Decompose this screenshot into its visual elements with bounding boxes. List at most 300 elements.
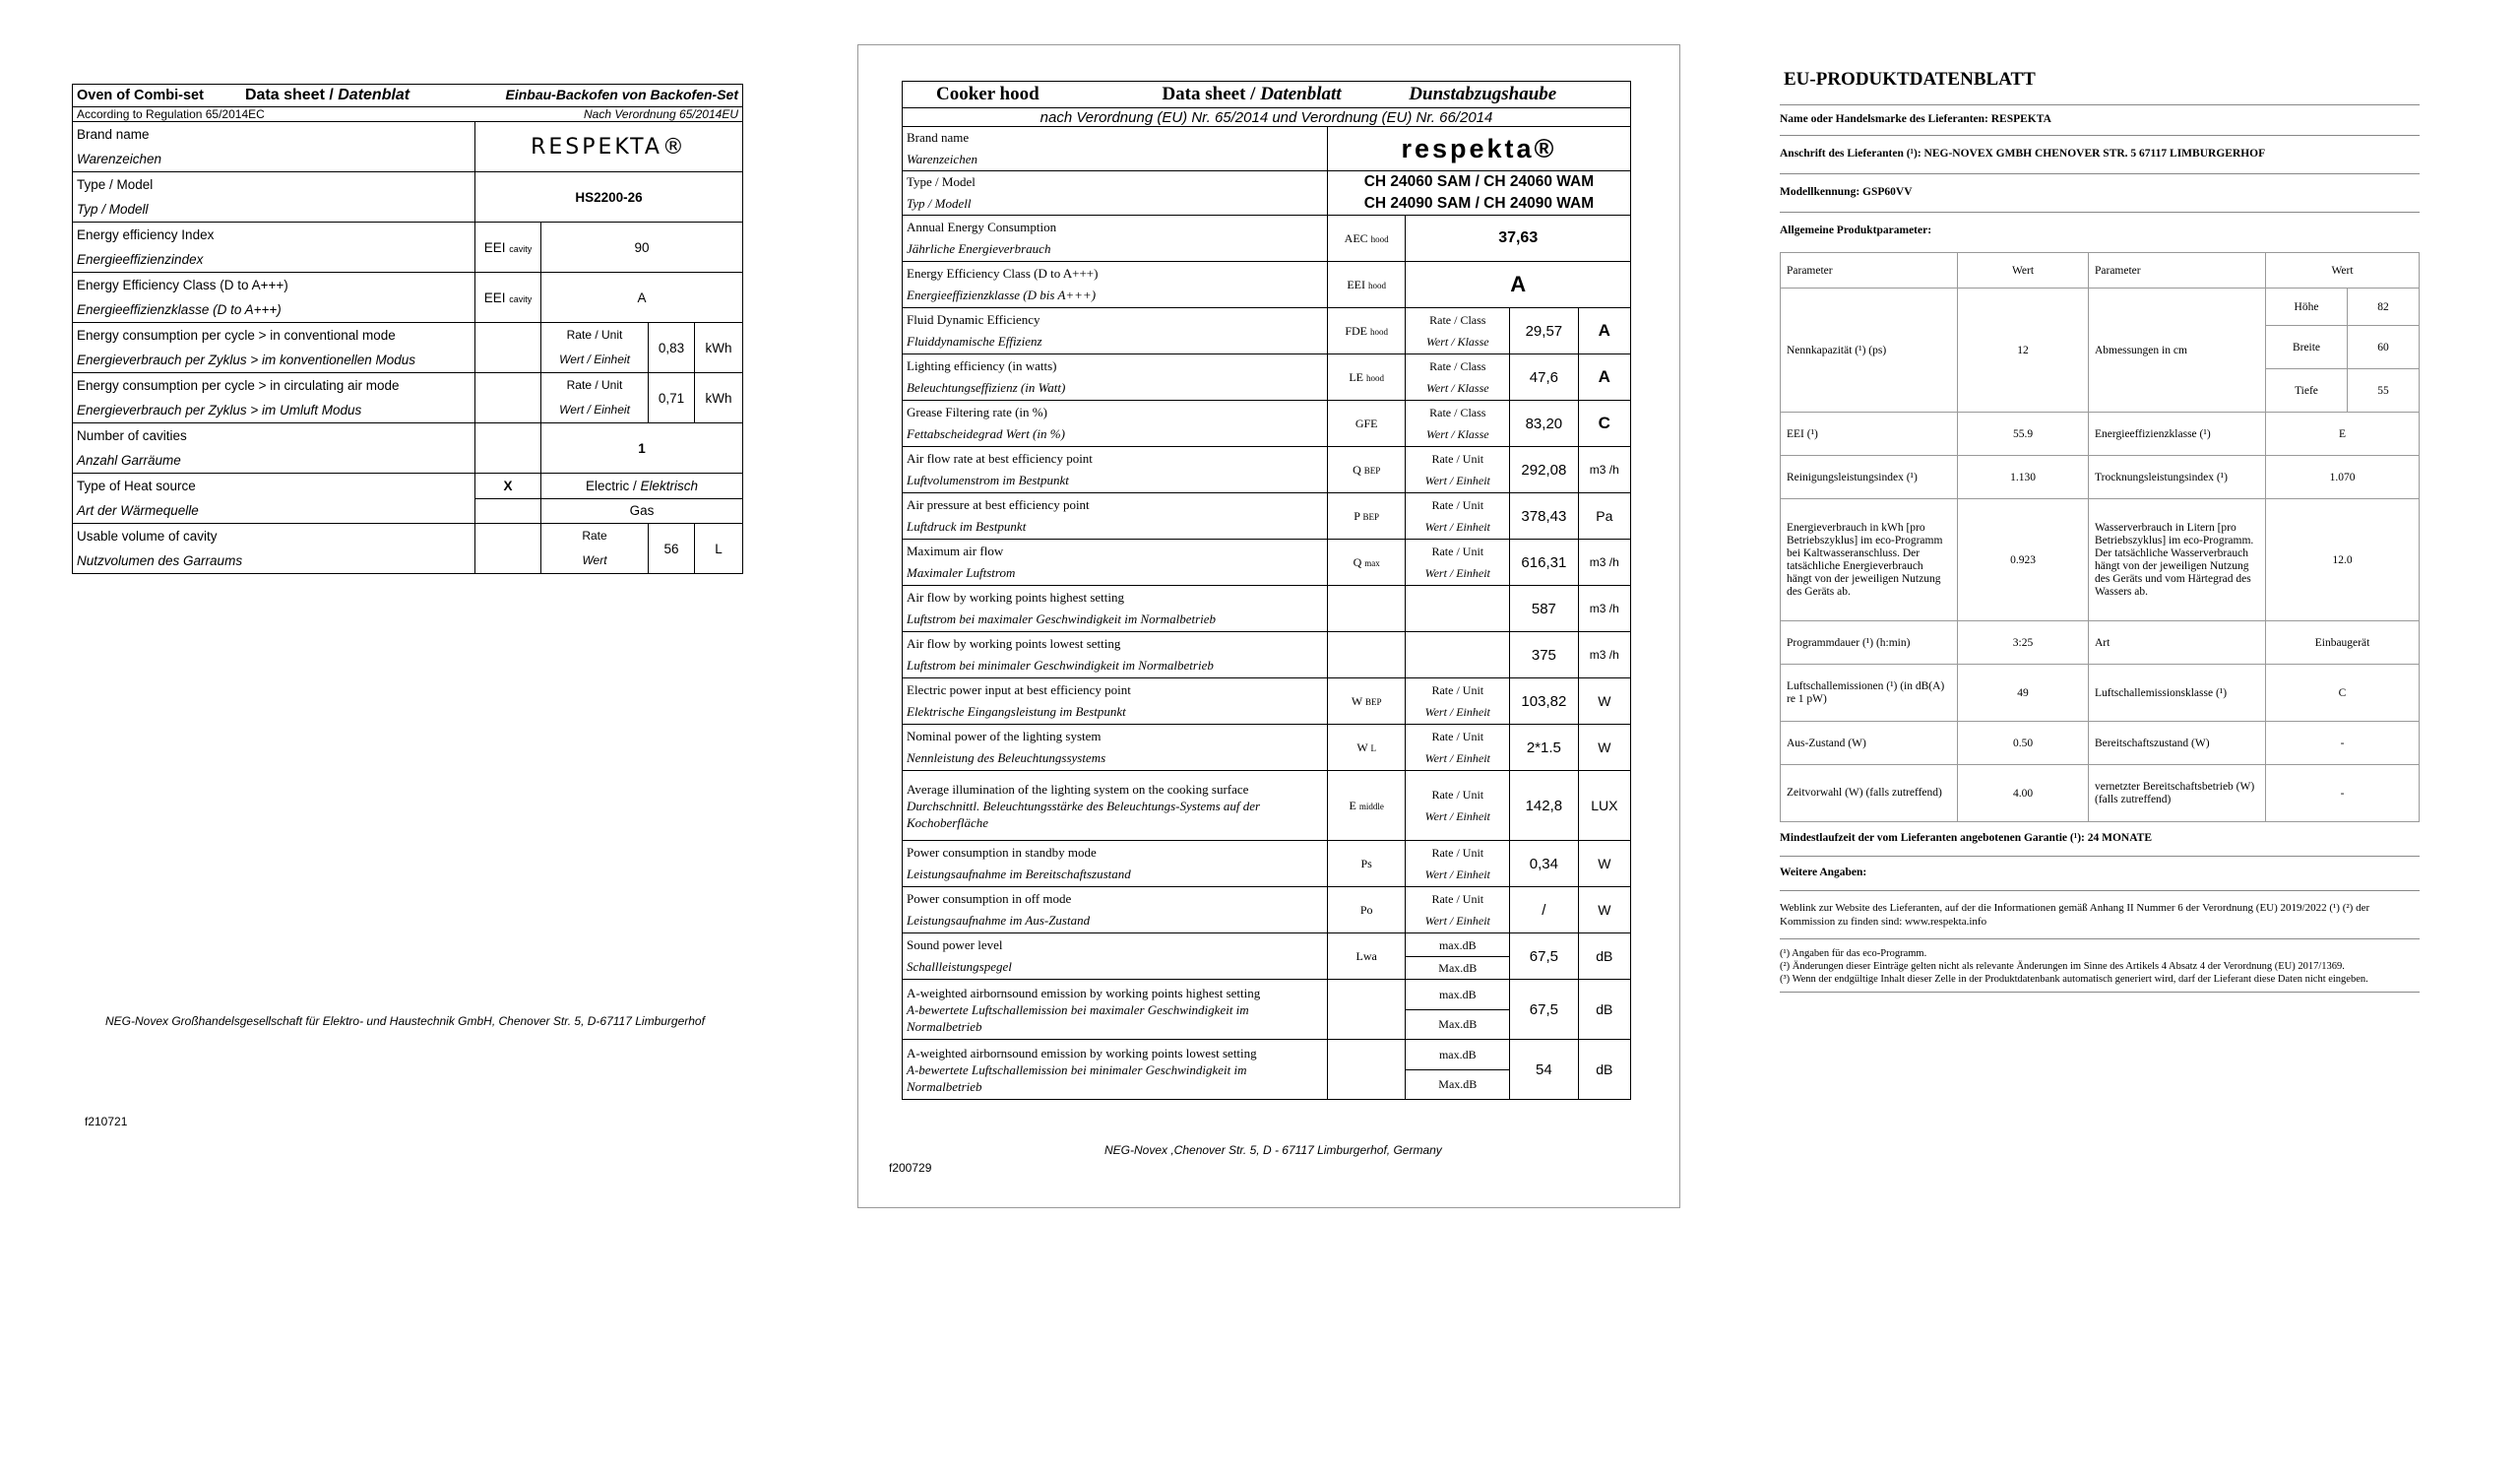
hood-row-label xyxy=(903,632,1328,678)
eu-eei-value: 55.9 xyxy=(1958,413,2089,456)
hood-row-label-en: Nominal power of the lighting system xyxy=(907,729,1102,743)
oven-vol-rate: Rate xyxy=(582,529,607,543)
eu-duration-value: 3:25 xyxy=(1958,621,2089,665)
hood-row-sym: GFE xyxy=(1354,416,1378,430)
hood-row-rate-en: Rate / Unit xyxy=(1431,788,1484,802)
oven-heat-gas: Gas xyxy=(541,498,743,524)
hood-row-rate-de: Wert / Einheit xyxy=(1424,914,1490,928)
oven-class-label: Energy Efficiency Class (D to A+++) xyxy=(77,278,288,292)
hood-row-unit: Pa xyxy=(1578,493,1630,540)
hood-eei-value: A xyxy=(1406,262,1631,308)
hood-row-value: 142,8 xyxy=(1510,771,1578,841)
hood-row-label-de: A-bewertete Luftschallemission bei maximaler Geschwindigkeit im Normalbetrieb xyxy=(907,1001,1249,1034)
hood-row-rate xyxy=(1406,447,1510,493)
hood-model-1: CH 24060 SAM / CH 24060 WAM xyxy=(1363,173,1595,190)
hood-row-sym: P xyxy=(1354,508,1360,523)
hood-row-label-en: A-weighted airbornsound emission by working points highest setting xyxy=(907,985,1261,1000)
hood-row-symbol xyxy=(1327,1040,1406,1100)
oven-conv-label: Energy consumption per cycle > in conventional mode xyxy=(77,328,396,343)
hood-row-symbol xyxy=(1327,887,1406,933)
hood-aec-sym: AEC xyxy=(1344,230,1368,245)
hood-row-label-de: Elektrische Eingangsleistung im Bestpunkt xyxy=(907,704,1126,719)
hood-row-label-de: Fluiddynamische Effizienz xyxy=(907,334,1042,349)
hood-brand-logo: respekta® xyxy=(1327,127,1630,171)
hood-row-rate-en: Rate / Unit xyxy=(1431,545,1484,558)
hood-row-label-en: Air flow by working points highest setting xyxy=(907,590,1124,605)
hood-row-label xyxy=(903,586,1328,632)
hood-aec-sub: hood xyxy=(1370,233,1389,244)
eu-water-label: Wasserverbrauch in Litern [pro Betriebszyklus] im eco-Programm. Der tatsächliche Wasserverbrauch hängt von der jeweiligen Nutzung des Geräts und vom Härtegrad des Wassers ab. xyxy=(2089,499,2266,621)
eu-clean-label: Reinigungsleistungsindex (¹) xyxy=(1781,456,1958,499)
hood-row-rate xyxy=(1406,887,1510,933)
hood-row-value: 54 xyxy=(1510,1040,1578,1100)
hood-row-label-en: Electric power input at best efficiency point xyxy=(907,682,1131,697)
oven-reg-de: Nach Verordnung 65/2014EU xyxy=(584,107,738,121)
oven-heat-elec: Electric / xyxy=(585,478,641,493)
hood-row-unit: A xyxy=(1578,308,1630,354)
hood-row-rate-en: Rate / Class xyxy=(1429,406,1486,419)
hood-row-label-en: Power consumption in standby mode xyxy=(907,845,1097,860)
hood-row-label xyxy=(903,493,1328,540)
hood-row-label-en: Average illumination of the lighting system on the cooking surface xyxy=(907,781,1249,797)
hood-row-rate-de: Wert / Klasse xyxy=(1426,427,1489,441)
hood-header-right: Dunstabzugshaube xyxy=(1409,84,1557,104)
oven-eei-sub: cavity xyxy=(509,243,533,254)
hood-row-value: / xyxy=(1510,887,1578,933)
hood-row-label-de: Luftvolumenstrom im Bestpunkt xyxy=(907,473,1069,487)
hood-row-rate-de: Wert / Klasse xyxy=(1426,381,1489,395)
hood-row-rate-de: Max.dB xyxy=(1438,960,1478,975)
hood-row-label-de: Fettabscheidegrad Wert (in %) xyxy=(907,426,1065,441)
hood-row-symbol xyxy=(1327,771,1406,841)
hood-row-sub: BEP xyxy=(1363,465,1381,476)
hood-row-label xyxy=(903,841,1328,887)
eu-depth-label: Tiefe xyxy=(2266,369,2348,413)
oven-brand-label-de: Warenzeichen xyxy=(77,152,162,166)
oven-header-mid: Data sheet / xyxy=(244,87,339,103)
hood-reg: nach Verordnung (EU) Nr. 65/2014 und Verordnung (EU) Nr. 66/2014 xyxy=(903,108,1631,127)
hood-row-label-en: Sound power level xyxy=(907,937,1003,952)
hood-row-rate xyxy=(1406,678,1510,725)
eu-eei-label: EEI (¹) xyxy=(1781,413,1958,456)
hood-row xyxy=(903,725,1631,771)
eu-eclass-label: Energieeffizienzklasse (¹) xyxy=(2089,413,2266,456)
eu-network-value: - xyxy=(2266,765,2420,822)
hood-header-mid-de: Datenblatt xyxy=(1260,84,1342,104)
eu-delay-label: Zeitvorwahl (W) (falls zutreffend) xyxy=(1781,765,1958,822)
hood-row-rate-en: Rate / Unit xyxy=(1431,892,1484,906)
hood-row-symbol xyxy=(1327,354,1406,401)
hood-row-unit: dB xyxy=(1578,933,1630,980)
hood-row-unit: dB xyxy=(1578,1040,1630,1100)
hood-row-label xyxy=(903,887,1328,933)
hood-row-label-en: Air pressure at best efficiency point xyxy=(907,497,1090,512)
hood-footer: NEG-Novex ,Chenover Str. 5, D - 67117 Limburgerhof, Germany xyxy=(1104,1143,1442,1157)
eu-noise-class-label: Luftschallemissionsklasse (¹) xyxy=(2089,665,2266,722)
hood-row-rate-de: Max.dB xyxy=(1438,1016,1478,1031)
hood-row-rate xyxy=(1406,493,1510,540)
oven-conv-value: 0,83 xyxy=(649,323,695,373)
hood-row-label-de: Nennleistung des Beleuchtungssystems xyxy=(907,750,1106,765)
hood-row-rate-en: Rate / Class xyxy=(1429,359,1486,373)
oven-class-sub: cavity xyxy=(509,293,533,304)
hood-row-label-de: Durchschnittl. Beleuchtungsstärke des Beleuchtungs-Systems auf der Kochoberfläche xyxy=(907,798,1261,830)
hood-row-unit: m3 /h xyxy=(1578,632,1630,678)
hood-row-rate-en: Rate / Unit xyxy=(1431,683,1484,697)
hood-row-label xyxy=(903,678,1328,725)
hood-row-symbol xyxy=(1327,980,1406,1040)
hood-row-rate-de: Wert / Einheit xyxy=(1424,705,1490,719)
eu-datasheet xyxy=(1780,69,2420,993)
hood-row-sub: middle xyxy=(1358,801,1384,811)
hood-row-rate xyxy=(1406,841,1510,887)
hood-row-rate xyxy=(1406,1040,1510,1100)
oven-class-sym: EEI xyxy=(483,289,506,305)
eu-energy-value: 0.923 xyxy=(1958,499,2089,621)
hood-row-rate-en: Rate / Class xyxy=(1429,313,1486,327)
oven-header-right: Einbau-Backofen von Backofen-Set xyxy=(505,87,738,102)
hood-brand-label-de: Warenzeichen xyxy=(907,152,977,166)
oven-heat-elec-de: Elektrisch xyxy=(640,478,699,493)
oven-code: f210721 xyxy=(85,1115,128,1128)
hood-row-rate xyxy=(1406,401,1510,447)
hood-header-left: Cooker hood xyxy=(936,84,1040,104)
hood-row-label-en: Lighting efficiency (in watts) xyxy=(907,358,1057,373)
oven-class-label-de: Energieeffizienzklasse (D to A+++) xyxy=(77,302,282,317)
hood-row-unit: W xyxy=(1578,887,1630,933)
hood-row-value: 587 xyxy=(1510,586,1578,632)
hood-row-sym: Lwa xyxy=(1355,948,1377,963)
hood-row-value: 375 xyxy=(1510,632,1578,678)
hood-row-symbol xyxy=(1327,632,1406,678)
oven-datasheet xyxy=(72,84,743,574)
hood-row-label xyxy=(903,725,1328,771)
hood-row-symbol xyxy=(1327,308,1406,354)
oven-circ-rate-de: Wert / Einheit xyxy=(559,403,630,417)
hood-row-label xyxy=(903,401,1328,447)
hood-row-label-de: Leistungsaufnahme im Bereitschaftszustand xyxy=(907,867,1131,881)
eu-th-value-1: Wert xyxy=(1958,253,2089,289)
hood-row-rate-de: Wert / Einheit xyxy=(1424,868,1490,881)
eu-standby-label: Bereitschaftszustand (W) xyxy=(2089,722,2266,765)
hood-row-sub: BEP xyxy=(1362,511,1380,522)
hood-row-label-de: Luftstrom bei maximaler Geschwindigkeit im Normalbetrieb xyxy=(907,611,1217,626)
hood-row xyxy=(903,308,1631,354)
eu-th-param-2: Parameter xyxy=(2089,253,2266,289)
oven-cav-label: Number of cavities xyxy=(77,428,187,443)
eu-height-value: 82 xyxy=(2348,289,2420,326)
oven-eei-value: 90 xyxy=(541,223,743,273)
hood-datasheet xyxy=(902,81,1631,1100)
hood-row xyxy=(903,841,1631,887)
hood-row-unit: A xyxy=(1578,354,1630,401)
hood-row-symbol xyxy=(1327,678,1406,725)
eu-network-label: vernetzter Bereitschaftsbetrieb (W) (falls zutreffend) xyxy=(2089,765,2266,822)
hood-row-sym: LE xyxy=(1349,369,1363,384)
hood-row-label xyxy=(903,447,1328,493)
hood-row-unit: W xyxy=(1578,678,1630,725)
hood-row-sub: hood xyxy=(1366,372,1384,383)
oven-vol-unit: L xyxy=(695,524,743,574)
hood-row-rate-de: Wert / Einheit xyxy=(1424,566,1490,580)
hood-row xyxy=(903,933,1631,980)
hood-row-rate-en: Rate / Unit xyxy=(1431,846,1484,860)
oven-table xyxy=(72,84,743,574)
oven-vol-value: 56 xyxy=(649,524,695,574)
hood-row-sub: max xyxy=(1364,557,1380,568)
hood-row-label-de: A-bewertete Luftschallemission bei minimaler Geschwindigkeit im Normalbetrieb xyxy=(907,1061,1247,1094)
hood-row-sym: Q xyxy=(1353,462,1361,477)
hood-row-value: 29,57 xyxy=(1510,308,1578,354)
hood-row xyxy=(903,771,1631,841)
hood-row-label-de: Leistungsaufnahme im Aus-Zustand xyxy=(907,913,1091,928)
eu-eclass-value: E xyxy=(2266,413,2420,456)
hood-row-symbol xyxy=(1327,586,1406,632)
eu-warranty: Mindestlaufzeit der vom Lieferanten angebotenen Garantie (¹): 24 MONATE xyxy=(1780,822,2420,857)
eu-width-value: 60 xyxy=(2348,326,2420,369)
hood-row-symbol xyxy=(1327,401,1406,447)
eu-dims-label: Abmessungen in cm xyxy=(2089,289,2266,413)
hood-row-unit: C xyxy=(1578,401,1630,447)
eu-supplier: Name oder Handelsmarke des Lieferanten: RESPEKTA xyxy=(1780,105,2420,136)
eu-depth-value: 55 xyxy=(2348,369,2420,413)
hood-row-symbol xyxy=(1327,933,1406,980)
oven-header-left: Oven of Combi-set xyxy=(77,88,204,103)
hood-row-symbol xyxy=(1327,493,1406,540)
eu-duration-label: Programmdauer (¹) (h:min) xyxy=(1781,621,1958,665)
hood-row xyxy=(903,678,1631,725)
hood-row xyxy=(903,586,1631,632)
eu-off-value: 0.50 xyxy=(1958,722,2089,765)
hood-aec-value: 37,63 xyxy=(1406,216,1631,262)
hood-row-value: 67,5 xyxy=(1510,933,1578,980)
hood-row-rate xyxy=(1406,308,1510,354)
hood-row-sym: W xyxy=(1351,693,1362,708)
oven-eei-label-de: Energieeffizienzindex xyxy=(77,252,204,267)
hood-row-unit: W xyxy=(1578,725,1630,771)
hood-row-rate-de: Max.dB xyxy=(1438,1076,1478,1091)
hood-row-value: 292,08 xyxy=(1510,447,1578,493)
oven-circ-value: 0,71 xyxy=(649,373,695,423)
hood-row-label-en: Fluid Dynamic Efficiency xyxy=(907,312,1040,327)
eu-noise-label: Luftschallemissionen (¹) (in dB(A) re 1 pW) xyxy=(1781,665,1958,722)
oven-vol-label-de: Nutzvolumen des Garraums xyxy=(77,553,243,568)
hood-row-value: 2*1.5 xyxy=(1510,725,1578,771)
hood-row-unit: m3 /h xyxy=(1578,586,1630,632)
hood-row-label xyxy=(903,771,1328,841)
hood-row xyxy=(903,493,1631,540)
hood-row xyxy=(903,354,1631,401)
hood-row xyxy=(903,887,1631,933)
oven-header-mid-de: Datenblat xyxy=(338,87,410,103)
hood-row xyxy=(903,447,1631,493)
oven-circ-label-de: Energieverbrauch per Zyklus > im Umluft Modus xyxy=(77,403,362,418)
hood-row-sym: E xyxy=(1349,798,1356,812)
eu-clean-value: 1.130 xyxy=(1958,456,2089,499)
hood-row-rate-de: Wert / Einheit xyxy=(1424,751,1490,765)
eu-further: Weitere Angaben: xyxy=(1780,857,2420,891)
hood-row xyxy=(903,632,1631,678)
hood-aec-label: Annual Energy Consumption xyxy=(907,220,1057,234)
hood-row-rate-en: Rate / Unit xyxy=(1431,730,1484,743)
eu-note-3: (³) Wenn der endgültige Inhalt dieser Zelle in der Produktdatenbank automatisch generiert wird, darf der Lieferant diese Daten nicht eingeben. xyxy=(1780,974,2368,985)
hood-eei-sub: hood xyxy=(1368,280,1386,290)
hood-row xyxy=(903,980,1631,1040)
eu-water-value: 12.0 xyxy=(2266,499,2420,621)
hood-row-symbol xyxy=(1327,540,1406,586)
hood-row-rate-de: Wert / Einheit xyxy=(1424,809,1490,823)
hood-model-2: CH 24090 SAM / CH 24090 WAM xyxy=(1363,195,1595,212)
hood-row-label-en: Power consumption in off mode xyxy=(907,891,1072,906)
hood-row-sym: FDE xyxy=(1345,323,1367,338)
hood-row-rate xyxy=(1406,632,1510,678)
hood-row-label-de: Schallleistungspegel xyxy=(907,959,1012,974)
hood-aec-label-de: Jährliche Energieverbrauch xyxy=(907,241,1051,256)
hood-row xyxy=(903,401,1631,447)
eu-type-label: Art xyxy=(2089,621,2266,665)
hood-row-value: 616,31 xyxy=(1510,540,1578,586)
hood-row-rate xyxy=(1406,586,1510,632)
oven-cav-value: 1 xyxy=(541,423,743,474)
eu-model: Modellkennung: GSP60VV xyxy=(1780,174,2420,213)
hood-row-rate xyxy=(1406,354,1510,401)
hood-type-label: Type / Model xyxy=(907,174,976,189)
hood-row-value: 83,20 xyxy=(1510,401,1578,447)
hood-row-rate-en: max.dB xyxy=(1406,981,1509,1010)
hood-row-sub: hood xyxy=(1370,326,1388,337)
eu-note-1: (¹) Angaben für das eco-Programm. xyxy=(1780,948,1927,959)
eu-table xyxy=(1780,252,2420,822)
oven-class-value: A xyxy=(541,273,743,323)
eu-general: Allgemeine Produktparameter: xyxy=(1780,225,1932,236)
hood-row-value: 103,82 xyxy=(1510,678,1578,725)
oven-conv-label-de: Energieverbrauch per Zyklus > im konventionellen Modus xyxy=(77,353,416,367)
oven-vol-label: Usable volume of cavity xyxy=(77,529,218,544)
eu-energy-label: Energieverbrauch in kWh [pro Betriebszyklus] im eco-Programm bei Kaltwasseranschluss. Der tatsächliche Energieverbrauch hängt von der jeweiligen Nutzung des Geräts ab. xyxy=(1781,499,1958,621)
hood-eei-label-de: Energieeffizienzklasse (D bis A+++) xyxy=(907,288,1097,302)
eu-title: EU-PRODUKTDATENBLATT xyxy=(1784,69,2036,90)
hood-row-rate-en: max.dB xyxy=(1406,1041,1509,1070)
hood-row-label-en: Air flow rate at best efficiency point xyxy=(907,451,1093,466)
hood-table xyxy=(902,81,1631,1100)
oven-circ-rate: Rate / Unit xyxy=(566,378,623,392)
hood-row-label-de: Luftstrom bei minimaler Geschwindigkeit im Normalbetrieb xyxy=(907,658,1214,673)
oven-eei-sym: EEI xyxy=(483,239,506,255)
hood-row-value: 0,34 xyxy=(1510,841,1578,887)
eu-th-param-1: Parameter xyxy=(1781,253,1958,289)
oven-brand-logo: RESPEKTA® xyxy=(475,122,743,172)
hood-eei-label: Energy Efficiency Class (D to A+++) xyxy=(907,266,1099,281)
oven-circ-label: Energy consumption per cycle > in circulating air mode xyxy=(77,378,400,393)
hood-row-rate-de: Wert / Klasse xyxy=(1426,335,1489,349)
eu-dry-value: 1.070 xyxy=(2266,456,2420,499)
hood-row-label-de: Maximaler Luftstrom xyxy=(907,565,1016,580)
eu-width-label: Breite xyxy=(2266,326,2348,369)
hood-row-rate-en: Rate / Unit xyxy=(1431,452,1484,466)
hood-header-mid: Data sheet / xyxy=(1162,84,1261,104)
oven-reg-en: According to Regulation 65/2014EC xyxy=(77,107,265,121)
eu-delay-value: 4.00 xyxy=(1958,765,2089,822)
oven-heat-label-de: Art der Wärmequelle xyxy=(77,503,199,518)
oven-type-label: Type / Model xyxy=(77,177,154,192)
hood-row-unit: W xyxy=(1578,841,1630,887)
hood-row-rate-de: Wert / Einheit xyxy=(1424,520,1490,534)
hood-row-rate-en: Rate / Unit xyxy=(1431,498,1484,512)
oven-conv-rate: Rate / Unit xyxy=(566,328,623,342)
hood-row-label xyxy=(903,1040,1328,1100)
hood-row-unit: dB xyxy=(1578,980,1630,1040)
hood-row-label-de: Beleuchtungseffizienz (in Watt) xyxy=(907,380,1066,395)
eu-capacity-label: Nennkapazität (¹) (ps) xyxy=(1781,289,1958,413)
oven-conv-rate-de: Wert / Einheit xyxy=(559,353,630,366)
hood-type-label-de: Typ / Modell xyxy=(907,196,972,211)
hood-row-label-de: Luftdruck im Bestpunkt xyxy=(907,519,1027,534)
hood-row-label xyxy=(903,933,1328,980)
hood-row-value: 47,6 xyxy=(1510,354,1578,401)
hood-eei-sym: EEI xyxy=(1347,277,1365,291)
eu-dry-label: Trocknungsleistungsindex (¹) xyxy=(2089,456,2266,499)
oven-vol-rate-de: Wert xyxy=(582,553,607,567)
hood-row-unit: m3 /h xyxy=(1578,447,1630,493)
oven-type-value: HS2200-26 xyxy=(475,172,743,223)
hood-row-rate xyxy=(1406,540,1510,586)
hood-row-symbol xyxy=(1327,725,1406,771)
hood-row xyxy=(903,540,1631,586)
hood-row-rate xyxy=(1406,933,1510,980)
hood-row-label xyxy=(903,354,1328,401)
hood-row-sub: BEP xyxy=(1364,696,1382,707)
eu-noise-class-value: C xyxy=(2266,665,2420,722)
hood-row-sub: L xyxy=(1370,742,1376,753)
hood-row-label-en: Grease Filtering rate (in %) xyxy=(907,405,1047,419)
eu-type-value: Einbaugerät xyxy=(2266,621,2420,665)
hood-row-unit: m3 /h xyxy=(1578,540,1630,586)
hood-row-label xyxy=(903,980,1328,1040)
hood-row-rate xyxy=(1406,771,1510,841)
hood-row-symbol xyxy=(1327,447,1406,493)
hood-row-label-en: A-weighted airbornsound emission by working points lowest setting xyxy=(907,1045,1257,1060)
eu-height-label: Höhe xyxy=(2266,289,2348,326)
hood-row-sym: Ps xyxy=(1360,856,1372,870)
oven-conv-unit: kWh xyxy=(695,323,743,373)
oven-heat-x: X xyxy=(475,474,541,499)
hood-row-rate-de: Wert / Einheit xyxy=(1424,474,1490,487)
hood-row-value: 67,5 xyxy=(1510,980,1578,1040)
eu-off-label: Aus-Zustand (W) xyxy=(1781,722,1958,765)
hood-row-label xyxy=(903,540,1328,586)
hood-row xyxy=(903,1040,1631,1100)
eu-capacity-value: 12 xyxy=(1958,289,2089,413)
hood-row-unit: LUX xyxy=(1578,771,1630,841)
hood-row-value: 378,43 xyxy=(1510,493,1578,540)
hood-row-label-en: Maximum air flow xyxy=(907,544,1004,558)
eu-note-2: (²) Änderungen dieser Einträge gelten nicht als relevante Änderungen im Sinne des Artikels 4 Absatz 4 der Verordnung (EU) 2017/1369. xyxy=(1780,961,2345,972)
oven-brand-label: Brand name xyxy=(77,127,150,142)
eu-weblink: Weblink zur Website des Lieferanten, auf der die Informationen gemäß Anhang II Nummer 6 der Verordnung (EU) 2019/2022 (¹) (²) der Kommission zu finden sind: www.respekta.info xyxy=(1780,891,2420,939)
hood-row-sym: Q xyxy=(1353,554,1362,569)
hood-row-label xyxy=(903,308,1328,354)
hood-code: f200729 xyxy=(889,1161,932,1175)
hood-row-rate xyxy=(1406,725,1510,771)
oven-heat-label: Type of Heat source xyxy=(77,479,196,493)
hood-row-rate xyxy=(1406,980,1510,1040)
eu-standby-value: - xyxy=(2266,722,2420,765)
oven-eei-label: Energy efficiency Index xyxy=(77,227,215,242)
oven-circ-unit: kWh xyxy=(695,373,743,423)
eu-th-value-2: Wert xyxy=(2266,253,2420,289)
eu-address: Anschrift des Lieferanten (¹): NEG-NOVEX GMBH CHENOVER STR. 5 67117 LIMBURGERHOF xyxy=(1780,136,2420,174)
eu-noise-value: 49 xyxy=(1958,665,2089,722)
